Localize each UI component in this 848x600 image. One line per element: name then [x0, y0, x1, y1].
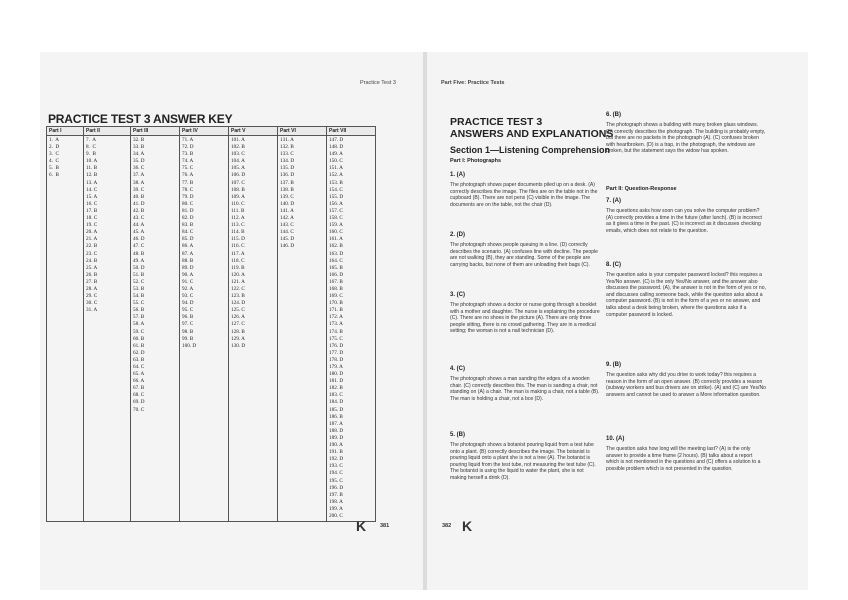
explanation-text: The photograph shows a doctor or nurse going through a booklet with a mother and daughter. The nurse is explaining the procedure (C). There are no shoes in the picture (A). There are only three people sitting, there is no crowd gathering. They are in a medical setting; the woman is not a nail technician (D).: [450, 302, 600, 335]
question-number: 8. (C): [606, 262, 621, 268]
answer-column: 1. A 2. D 3. C 4. C 5. B 6. B: [49, 137, 60, 179]
explanations-title: [450, 116, 613, 140]
explanation-text: The photograph shows a botanist pouring liquid from a test tube onto a plant. (B) correctly describes the image. The botanist is pouring liquid onto a plant she is not a tree (A). The botanist is pouring liquid from the test tube, not measuring the test tube (C). The botanist is using the liquid to water the plant, she is not making herself a drink (D).: [450, 442, 596, 481]
col-header: Part VII: [327, 127, 376, 136]
right-page-number: 382: [442, 523, 452, 529]
answer-column: 147. D 148. D 149. A 150. C 151. A 152. A 153. B 154. C 155. D 156. A 157. C 158. C 159. A 160. C 161. A 162. B 163. D 164. C 165. B 166. D 167. B 168. B 169. C 170. B 171. B 172. A 173. A 174. B 175. C 176. D 177. D 178. D 179. A 180. D 181. D 182. B 183. C 184. D 185. D 186. B 187. A 188. D 189. D 190. A 191. B 192. D 193. C 194. C 195. C 196. D 197. B 198. A 199. A 200. C: [329, 137, 344, 519]
question-number: 9. (B): [606, 362, 621, 368]
answer-column: 32. B 33. B 34. A 35. D 36. C 37. A 38. A 39. C 40. B 41. D 42. B 43. C 44. A 45. A 46. D 47. C 48. B 49. A 50. D 51. B 52. C 53. B 54. B 55. C 56. B 57. B 58. A 59. C 60. B 61. B 62. D 63. B 64. C 65. A 66. A 67. B 68. C 69. D 70. C: [133, 137, 145, 413]
right-running-head: Part Five: Practice Tests: [441, 80, 505, 86]
question-number: 6. (B): [606, 112, 621, 118]
explanation-text: The photograph shows a man sanding the edges of a wooden chair. (C) correctly describes this. The man is sanding a chair, not standing on (A) a chair. The man is making a chair, not a table (B). The man is holding a chair, not a box (D).: [450, 376, 600, 402]
answer-key-title: PRACTICE TEST 3 ANSWER KEY: [48, 112, 233, 126]
col-header: Part VI: [278, 127, 327, 136]
question-number: 2. (D): [450, 232, 465, 238]
question-number: 1. (A): [450, 172, 465, 178]
left-running-head: Practice Test 3: [360, 80, 396, 86]
col-header: Part III: [131, 127, 180, 136]
question-number: 3. (C): [450, 292, 465, 298]
kaplan-logo: K: [356, 518, 367, 534]
answer-column: 101. A 102. B 103. C 104. A 105. A 106. D 107. C 108. B 109. A 110. C 111. B 112. A 113. C 114. B 115. D 116. C 117. A 118. C 119. B 120. A 121. A 122. C 123. B 124. D 125. C 126. A 127. C 128. B 129. A 130. D: [231, 137, 246, 349]
part1-label: Part I: Photographs: [450, 158, 502, 164]
explanation-text: The questions asks how soon can you solve the computer problem? (A) correctly provides a time in the future (after lunch). (B) is incorrect as it gives a time in the past. (C) is incorrect as it discusses checking emails, which does not relate to the question.: [606, 208, 762, 234]
explanation-text: The photograph shows paper documents piled up on a desk. (A) correctly describes the image. The files are on the table not in the cupboard (B). There are not pens (C) visible in the image. The documents are on the table, not the chair (D).: [450, 182, 598, 208]
answer-column: 71. A 72. D 73. B 74. A 75. C 76. A 77. B 78. C 79. D 80. C 81. D 82. D 83. B 84. C 85. D 86. A 87. A 88. B 89. D 90. A 91. C 92. A 93. C 94. D 95. C 96. B 97. C 98. B 99. B 100. D: [182, 137, 197, 349]
answer-column: 7. A 8. C 9. B 10. A 11. B 12. B 13. A 14. C 15. A 16. C 17. B 18. C 19. C 20. A 21. A 22. B 23. C 24. B 25. A 26. B 27. B 28. A 29. C 30. C 31. A: [86, 137, 98, 314]
col-header: Part II: [84, 127, 131, 136]
explanation-text: The question asks why did you drive to work today? this requires a reason in the form of an open answer. (B) correctly provides a reason (subway workers and bus drivers are on strike). (A) and (C) are Yes/No answers and cannot be used to answer a More information question.: [606, 372, 766, 398]
kaplan-logo: K: [462, 518, 473, 534]
section-heading: Section 1—Listening Comprehension: [450, 145, 611, 155]
question-number: 4. (C): [450, 366, 465, 372]
explanation-text: The photograph shows people queuing in a line. (D) correctly describes the scenario. (A) confuses line with decline. The people are not walking (B), they are standing. Some of the people are carrying backs, but none of them are unloading their bags (C).: [450, 242, 598, 268]
col-header: Part IV: [180, 127, 229, 136]
col-header: Part V: [229, 127, 278, 136]
question-number: 7. (A): [606, 198, 621, 204]
left-page-number: 381: [380, 523, 390, 529]
col-header: Part I: [47, 127, 84, 136]
explanation-text: The question asks is your computer password locked? this requires a Yes/No answer. (C) is the only Yes/No answer, and the answer also discusses the password. (A), the answer is not in the form of yes or no, and discusses calling someone back, while the question asks about a computer password. (B) is not in the form of a yes or no answer, and talks about a desk being broken, where the questions asks if a computer password is locked.: [606, 272, 766, 318]
part2-label: Part II: Question-Response: [606, 186, 677, 192]
answer-column: 131. A 132. B 133. C 134. D 135. D 136. D 137. B 138. B 139. C 140. D 141. A 142. A 143. C 144. C 145. D 146. D: [280, 137, 295, 250]
explanations-title-line1: PRACTICE TEST 3: [450, 116, 543, 128]
explanations-title-line2: ANSWERS AND EXPLANATIONS: [450, 128, 614, 140]
question-number: 5. (B): [450, 432, 465, 438]
explanation-text: The photograph shows a building with many broken glass windows. (B) correctly describes the photograph. The building is probably empty, but there are no packets in the photograph (A). (C) confuses broken with heartbroken. (D) is a trap, in the photograph, the windows are broken, but the statement says the widow has spoken.: [606, 122, 766, 155]
question-number: 10. (A): [606, 436, 625, 442]
explanation-text: The question asks how long will the meeting last? (A) is the only answer to provide a time frame (2 hours). (B) talks about a report which is not mentioned in the questions and (C) offers a solution to a possible problem which is not presented in the question.: [606, 446, 761, 472]
answer-key-table: [46, 126, 376, 522]
